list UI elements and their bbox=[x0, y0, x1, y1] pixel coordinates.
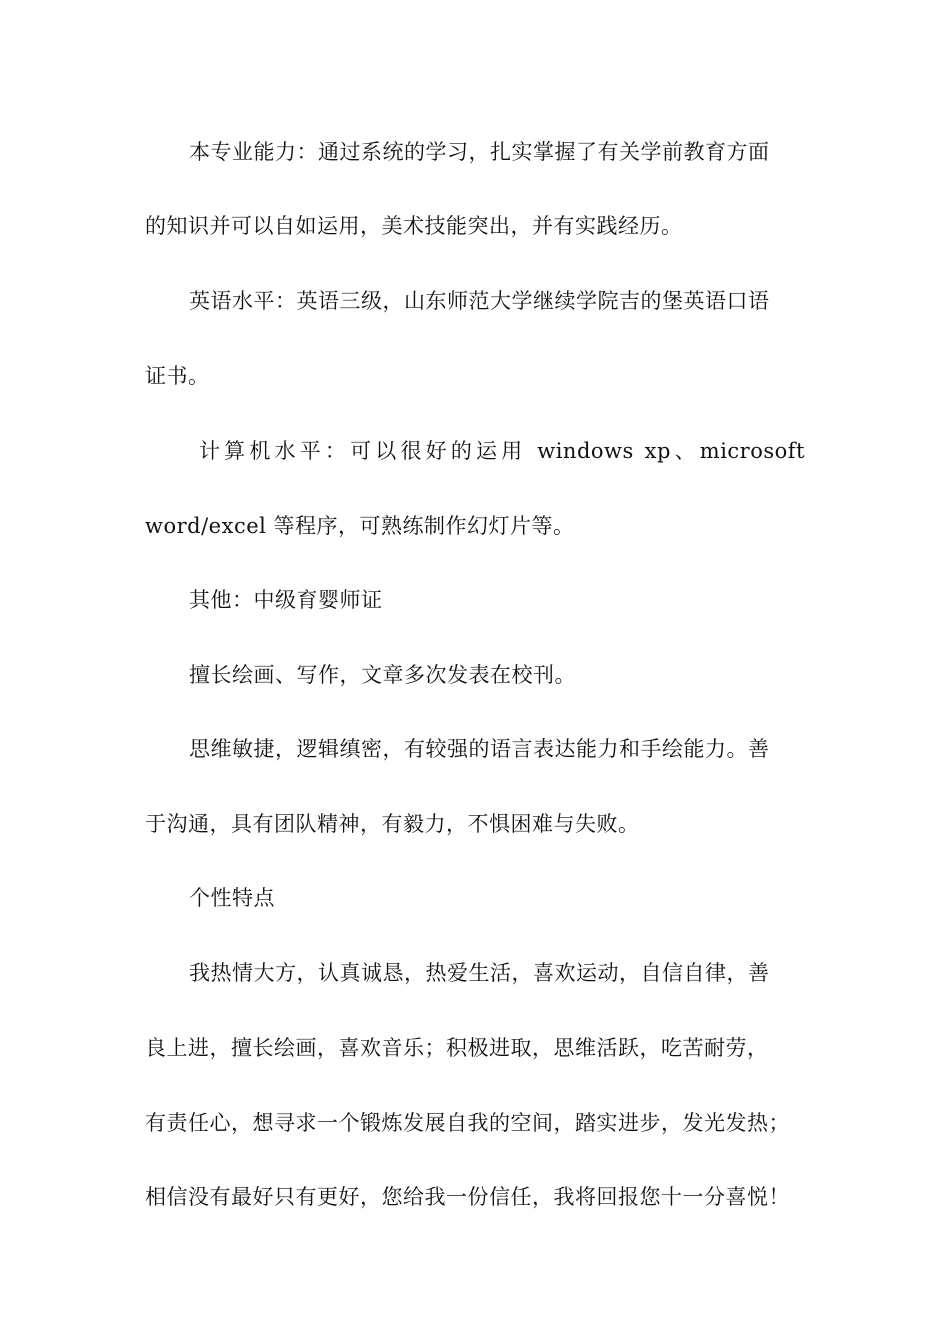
paragraph-line: 良上进，擅长绘画，喜欢音乐；积极进取，思维活跃，吃苦耐劳， bbox=[145, 1036, 769, 1060]
paragraph-line: word/excel 等程序，可熟练制作幻灯片等。 bbox=[145, 514, 575, 538]
section-heading: 个性特点 bbox=[189, 886, 275, 910]
paragraph-line: 本专业能力：通过系统的学习，扎实掌握了有关学前教育方面 bbox=[189, 140, 770, 164]
paragraph-line: 计算机水平：可以很好的运用 windows xp、microsoft bbox=[199, 439, 805, 463]
paragraph-line: 英语水平：英语三级，山东师范大学继续学院吉的堡英语口语 bbox=[189, 289, 770, 313]
paragraph-line: 擅长绘画、写作，文章多次发表在校刊。 bbox=[189, 663, 576, 687]
paragraph-line: 相信没有最好只有更好，您给我一份信任，我将回报您十一分喜悦！ bbox=[145, 1185, 790, 1209]
paragraph-line: 有责任心，想寻求一个锻炼发展自我的空间，踏实进步，发光发热； bbox=[145, 1111, 790, 1135]
paragraph-line: 证书。 bbox=[145, 364, 210, 388]
paragraph-line: 的知识并可以自如运用，美术技能突出，并有实践经历。 bbox=[145, 214, 683, 238]
paragraph-line: 我热情大方，认真诚恳，热爱生活，喜欢运动，自信自律，善 bbox=[189, 961, 770, 985]
paragraph-line: 其他：中级育婴师证 bbox=[189, 588, 383, 612]
paragraph-line: 于沟通，具有团队精神，有毅力，不惧困难与失败。 bbox=[145, 812, 640, 836]
paragraph-line: 思维敏捷，逻辑缜密，有较强的语言表达能力和手绘能力。善 bbox=[189, 737, 770, 761]
